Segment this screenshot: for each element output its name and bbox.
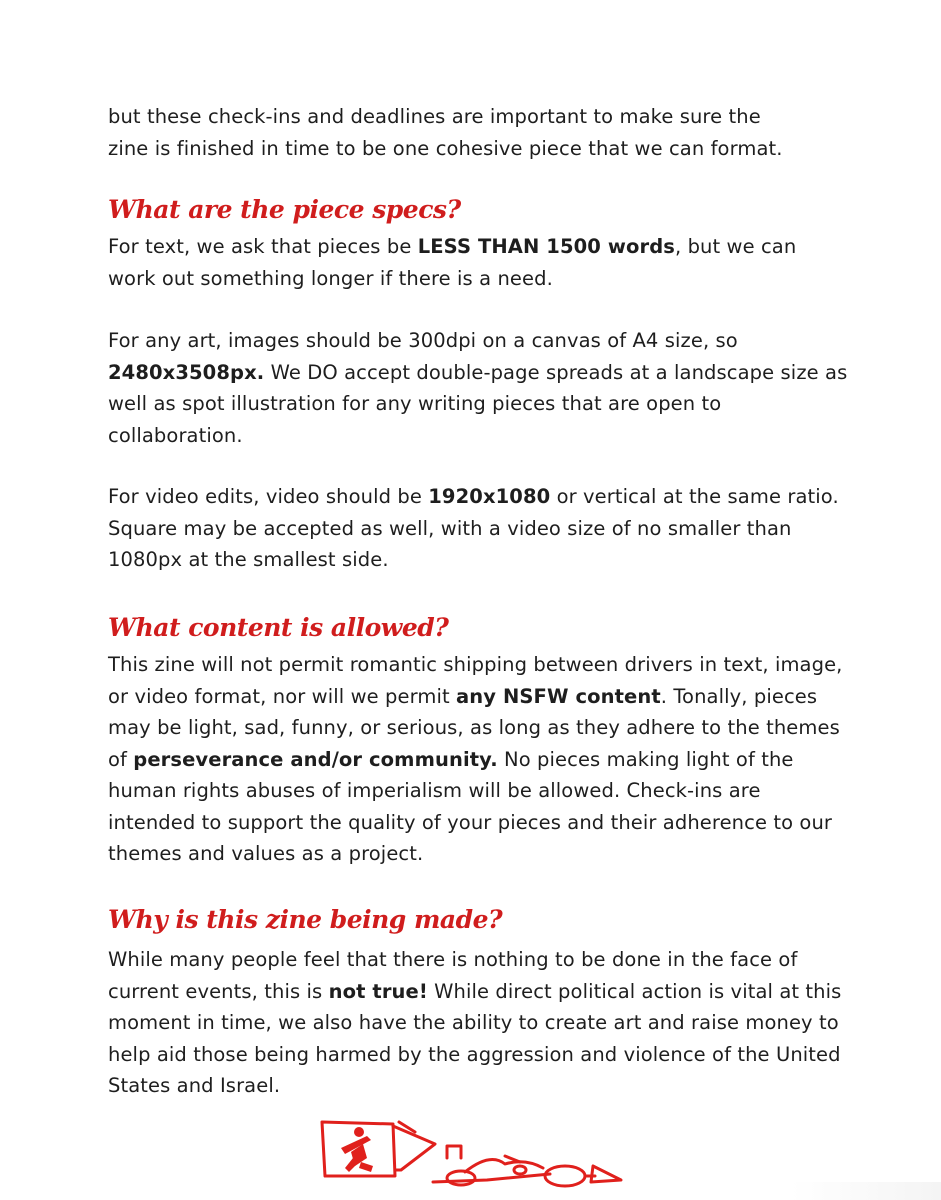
intro-paragraph [108,101,848,164]
page-edge-shadow [791,1182,941,1200]
why-heading: Why is this zine being made? [108,905,503,934]
intro-line-1: but these check-ins and deadlines are important to make sure the [108,105,761,128]
intro-line-2: zine is finished in time to be one cohesive piece that we can format. [108,136,783,160]
specs-video-paragraph: For video edits, video should be 1920x1080 or vertical at the same ratio. Square may be accepted as well, with a video size of no smaller than 1080px at the smallest side. [108,485,839,571]
content-paragraph: This zine will not permit romantic shipping between drivers in text, image, or video format, nor will we permit any NSFW content. Tonally, pieces may be light, sad, funny, or serious, as long as they adhere to the themes of perseverance and/or community. No pieces making light of the human rights abuses of imperialism will be allowed. Check-ins are intended to support the quality of your pieces and their adherence to our themes and values as a project. [108,653,843,865]
specs-heading: What are the piece specs? [108,195,461,224]
art-size: 2480x3508px. [108,360,265,384]
word-limit: LESS THAN 1500 words [417,235,675,258]
specs-art-paragraph: For any art, images should be 300dpi on a canvas of A4 size, so 2480x3508px. We DO accept double-page spreads at a landscape size as well as spot illustration for any writing pieces that are open to collaboration. [108,329,848,447]
nsfw-note: any NSFW content [456,684,661,708]
race-car-with-msf-logo-drawing [315,1118,635,1196]
content-heading: What content is allowed? [108,613,449,642]
video-size: 1920x1080 [428,485,551,508]
specs-text-paragraph: For text, we ask that pieces be LESS THAN 1500 words, but we can work out something longer if there is a need. [108,235,797,290]
not-true-note: not true! [328,979,428,1003]
why-paragraph: While many people feel that there is nothing to be done in the face of current events, this is not true! While direct political action is vital at this moment in time, we also have the ability to create art and raise money to help aid those being harmed by the aggression and violence of the United States and Israel. [108,948,842,1097]
themes-note: perseverance and/or community. [133,747,498,771]
